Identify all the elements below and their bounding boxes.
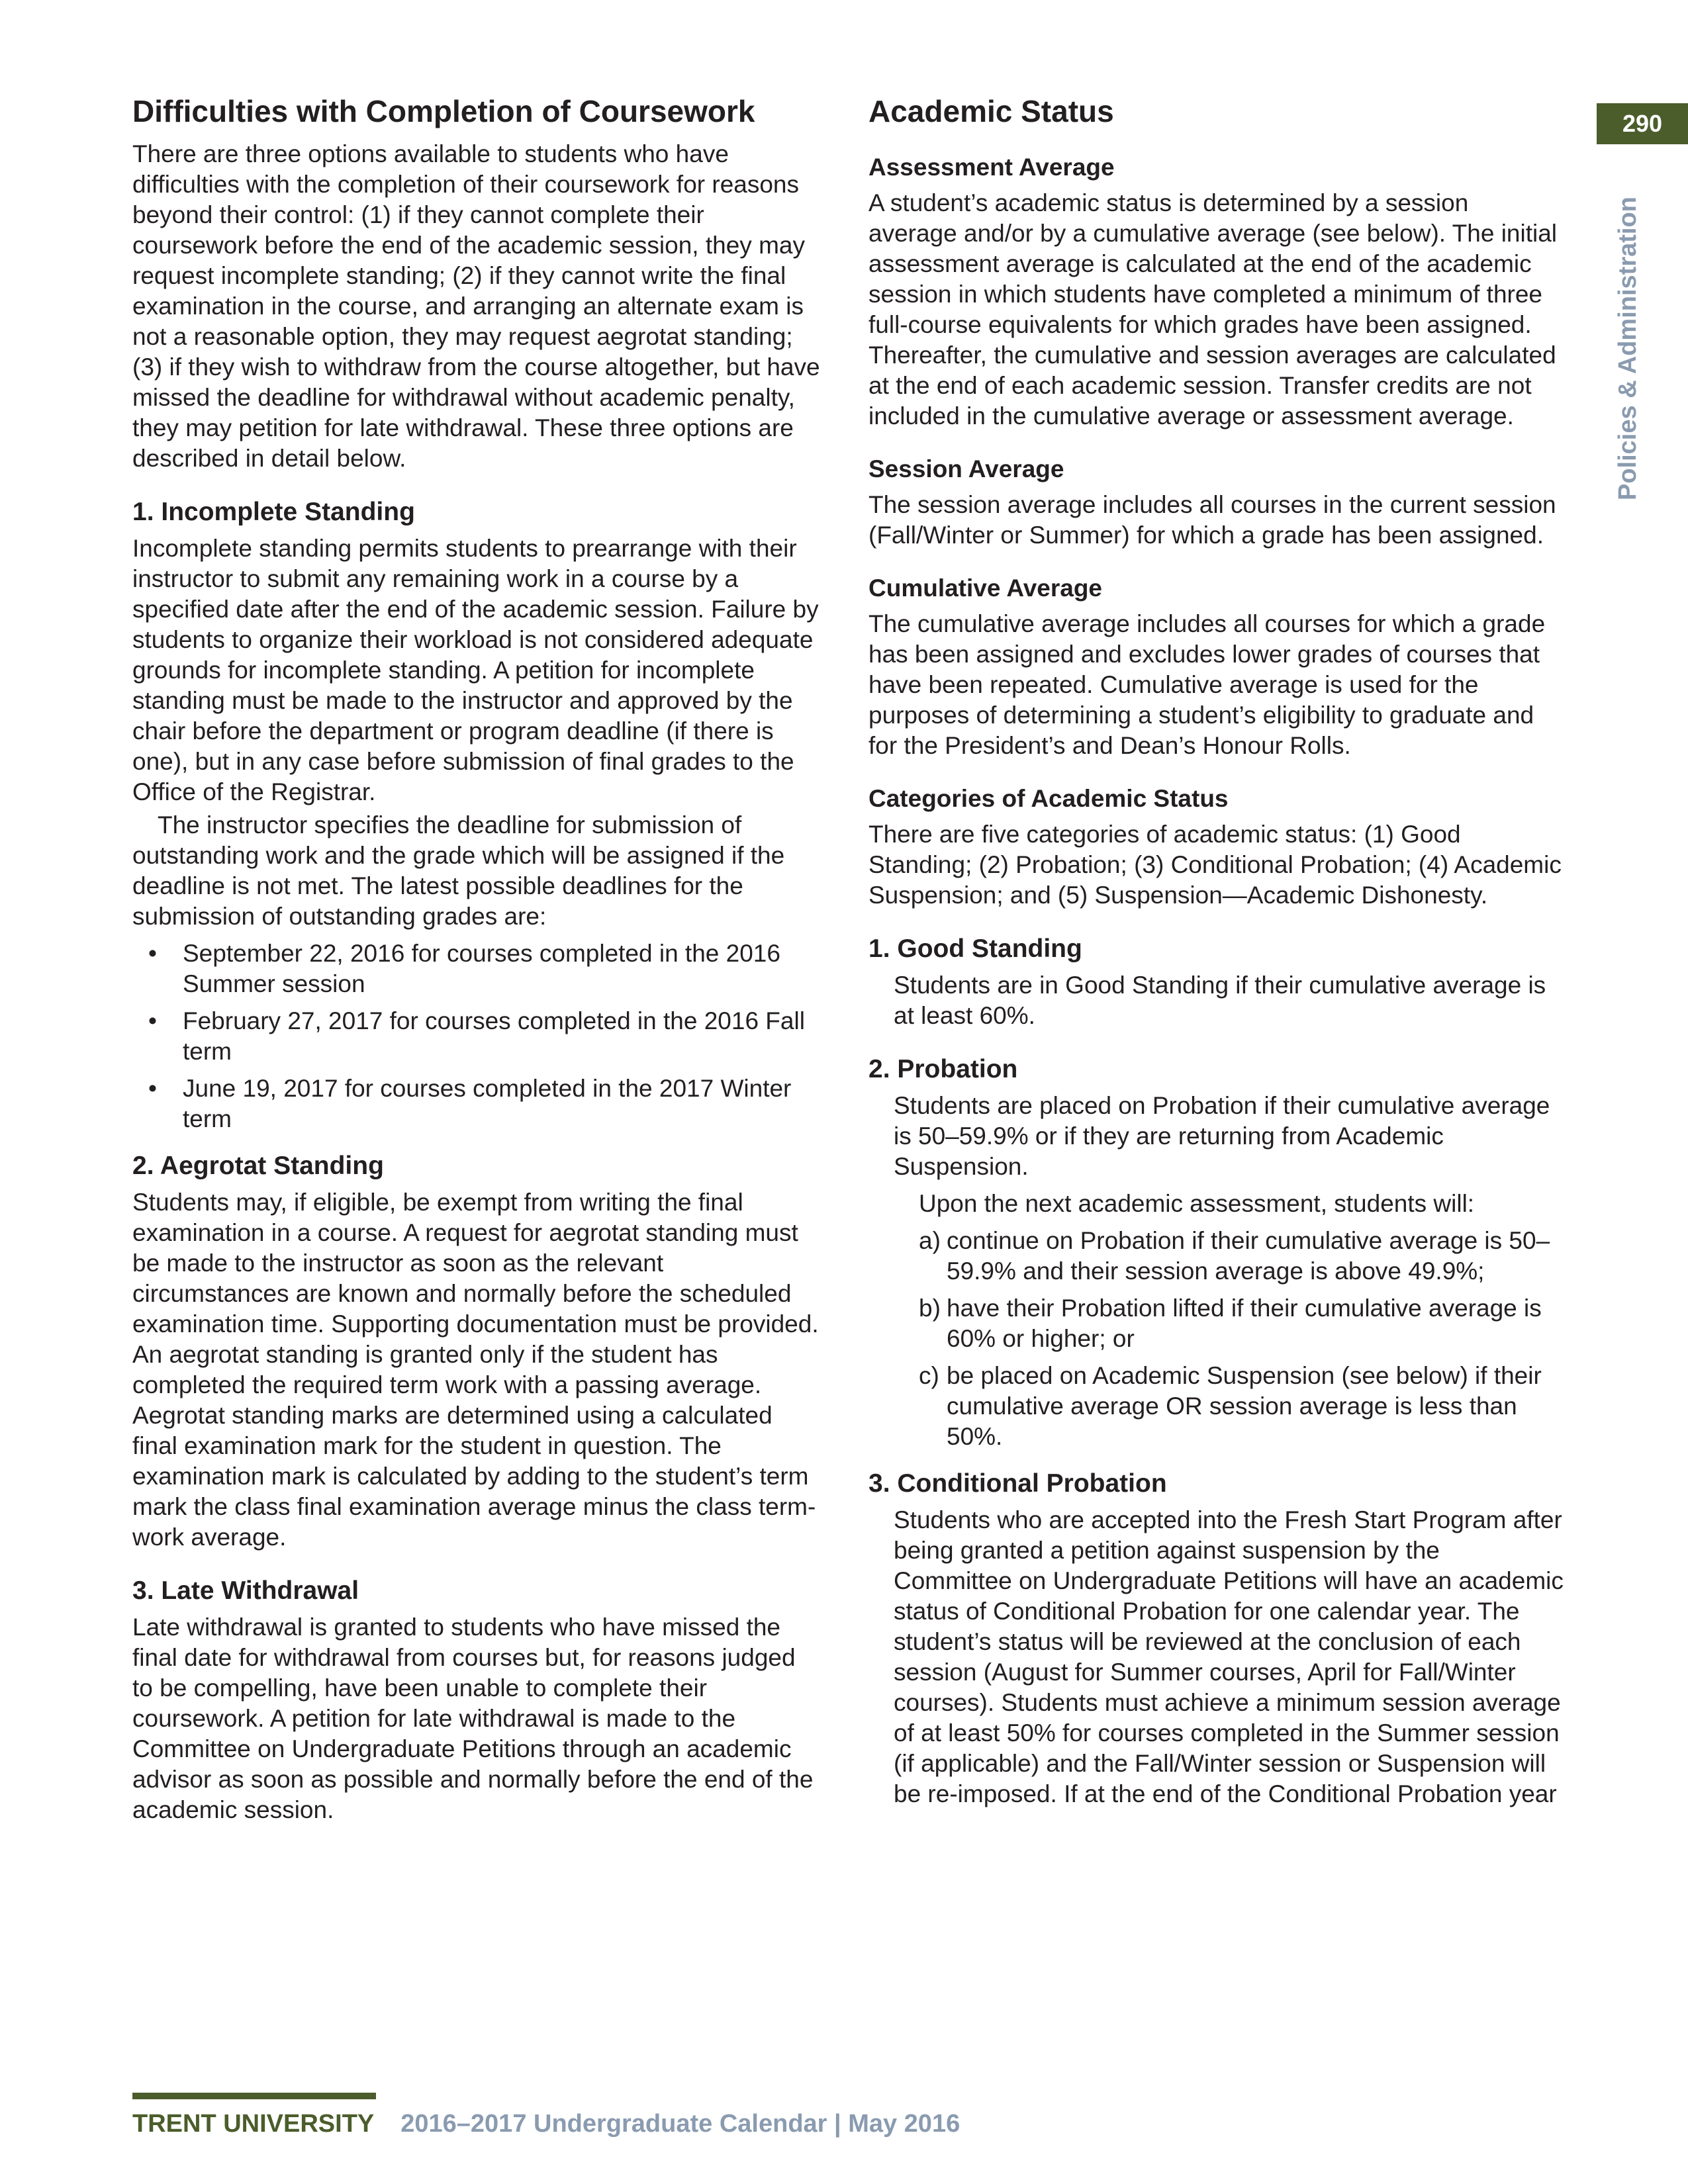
deadline-item: • June 19, 2017 for courses completed in the 2017 Winter term [132, 1073, 821, 1134]
heading-probation: 2. Probation [868, 1055, 1018, 1083]
probation-outcome-item [868, 1293, 1564, 1354]
probation-paragraph: Students are placed on Probation if their cumulative average is 50–59.9% or if they are returning from Academic Suspension. [894, 1092, 1550, 1180]
late-withdrawal-paragraph: Late withdrawal is granted to students who have missed the final date for withdrawal from courses but, for reasons judged to be compelling, have been unable to complete their coursework. A petition for late withdrawal is made to the Committee on Undergraduate Petitions through an academic advisor as soon as possible and normally before the end of the academic session. [132, 1614, 814, 1823]
list-text: continue on Probation if their cumulative average is 50–59.9% and their session average is above 49.9%; [947, 1227, 1550, 1285]
assessment-paragraph: A student’s academic status is determined by a session average and/or by a cumulative average (see below). The initial assessment average is calculated at the end of the academic session in which students have completed a minimum of three full-course equivalents for which grades have been assigned. Thereafter, the cumulative and session averages are calculated at the end of each academic session. Transfer credits are not included in the cumulative average or assessment average. [868, 189, 1558, 430]
footer-calendar: 2016–2017 Undergraduate Calendar | May 2016 [400, 2110, 961, 2138]
conditional-probation-paragraph: Students who are accepted into the Fresh Start Program after being granted a petition against suspension by the Committee on Undergraduate Petitions will have an academic status of Conditional Probation for one calendar year. The student’s status will be reviewed at the conclusion of each session (August for Summer courses, April for Fall/Winter courses). Students must achieve a minimum session average of at least 50% for courses completed in the Summer session (if applicable) and the Fall/Winter session or Suspension will be re-imposed. If at the end of the Conditional Probation year [894, 1506, 1564, 1807]
cumulative-paragraph: The cumulative average includes all courses for which a grade has been assigned and excludes lower grades of courses that have been repeated. Cumulative average is used for the purposes of determining a student’s eligibility to graduate and for the President’s and Dean’s Honour Rolls. [868, 610, 1546, 759]
incomplete-paragraph-1: Incomplete standing permits students to prearrange with their instructor to submit any remaining work in a course by a specified date after the end of the academic session. Failure by students to organize their workload is not considered adequate grounds for incomplete standing. A petition for incomplete standing must be made to the instructor and approved by the chair before the department or program deadline (if there is one), but in any case before submission of final grades to the Office of the Registrar. [132, 535, 819, 805]
footer [132, 2110, 960, 2138]
incomplete-paragraph-2: The instructor specifies the deadline for submission of outstanding work and the grade which will be assigned if the deadline is not met. The latest possible deadlines for the submission of outstanding grades are: [132, 811, 785, 930]
heading-assessment-average: Assessment Average [868, 154, 1115, 181]
heading-categories: Categories of Academic Status [868, 785, 1229, 812]
deadline-list [132, 938, 821, 1134]
list-marker: b) [919, 1295, 941, 1322]
section-title-academic-status: Academic Status [868, 94, 1114, 128]
session-paragraph: The session average includes all courses in the current session (Fall/Winter or Summer) for which a grade has been assigned. [868, 491, 1556, 549]
heading-late-withdrawal: 3. Late Withdrawal [132, 1576, 359, 1605]
deadline-item: • February 27, 2017 for courses completed in the 2016 Fall term [132, 1006, 821, 1067]
heading-incomplete-standing: 1. Incomplete Standing [132, 498, 415, 526]
aegrotat-paragraph: Students may, if eligible, be exempt from writing the final examination in a course. A request for aegrotat standing must be made to the instructor as soon as the relevant circumstances are known and normally before the scheduled examination time. Supporting documentation must be provided. An aegrotat standing is granted only if the student has completed the required term work with a passing average. Aegrotat standing marks are determined using a calculated final examination mark for the student in question. The examination mark is calculated by adding to the student’s term mark the class final examination average minus the class term-work average. [132, 1189, 819, 1551]
page-number: 290 [1597, 103, 1688, 144]
categories-paragraph: There are five categories of academic status: (1) Good Standing; (2) Probation; (3) Conditional Probation; (4) Academic Suspension; and (5) Suspension—Academic Dishonesty. [868, 821, 1562, 909]
list-text: have their Probation lifted if their cumulative average is 60% or higher; or [947, 1295, 1542, 1352]
heading-aegrotat-standing: 2. Aegrotat Standing [132, 1152, 384, 1180]
section-title-coursework: Difficulties with Completion of Coursework [132, 94, 755, 128]
right-column [868, 93, 1564, 1809]
good-standing-paragraph: Students are in Good Standing if their cumulative average is at least 60%. [894, 972, 1546, 1029]
probation-outcome-item [868, 1226, 1564, 1287]
heading-conditional-probation: 3. Conditional Probation [868, 1469, 1167, 1498]
deadline-item: • September 22, 2016 for courses completed in the 2016 Summer session [132, 938, 821, 999]
heading-session-average: Session Average [868, 455, 1064, 482]
probation-outcomes-list [868, 1226, 1564, 1452]
section-side-label: Policies & Administration [1614, 197, 1642, 500]
probation-assessment-intro: Upon the next academic assessment, students will: [919, 1190, 1475, 1217]
footer-rule [132, 2093, 376, 2099]
heading-cumulative-average: Cumulative Average [868, 574, 1102, 602]
left-column [132, 93, 821, 1825]
probation-outcome-item [868, 1361, 1564, 1452]
list-marker: c) [919, 1362, 939, 1389]
heading-good-standing: 1. Good Standing [868, 934, 1082, 963]
list-text: be placed on Academic Suspension (see below) if their cumulative average OR session average is less than 50%. [947, 1362, 1542, 1450]
footer-university: TRENT UNIVERSITY [132, 2110, 375, 2138]
list-marker: a) [919, 1227, 941, 1254]
coursework-intro: There are three options available to students who have difficulties with the completion of their coursework for reasons beyond their control: (1) if they cannot complete their coursework before the end of the academic session, they may request incomplete standing; (2) if they cannot write the final examination in the course, and arranging an alternate exam is not a reasonable option, they may request aegrotat standing; (3) if they wish to withdraw from the course altogether, but have missed the deadline for withdrawal without academic penalty, they may petition for late withdrawal. These three options are described in detail below. [132, 140, 820, 472]
